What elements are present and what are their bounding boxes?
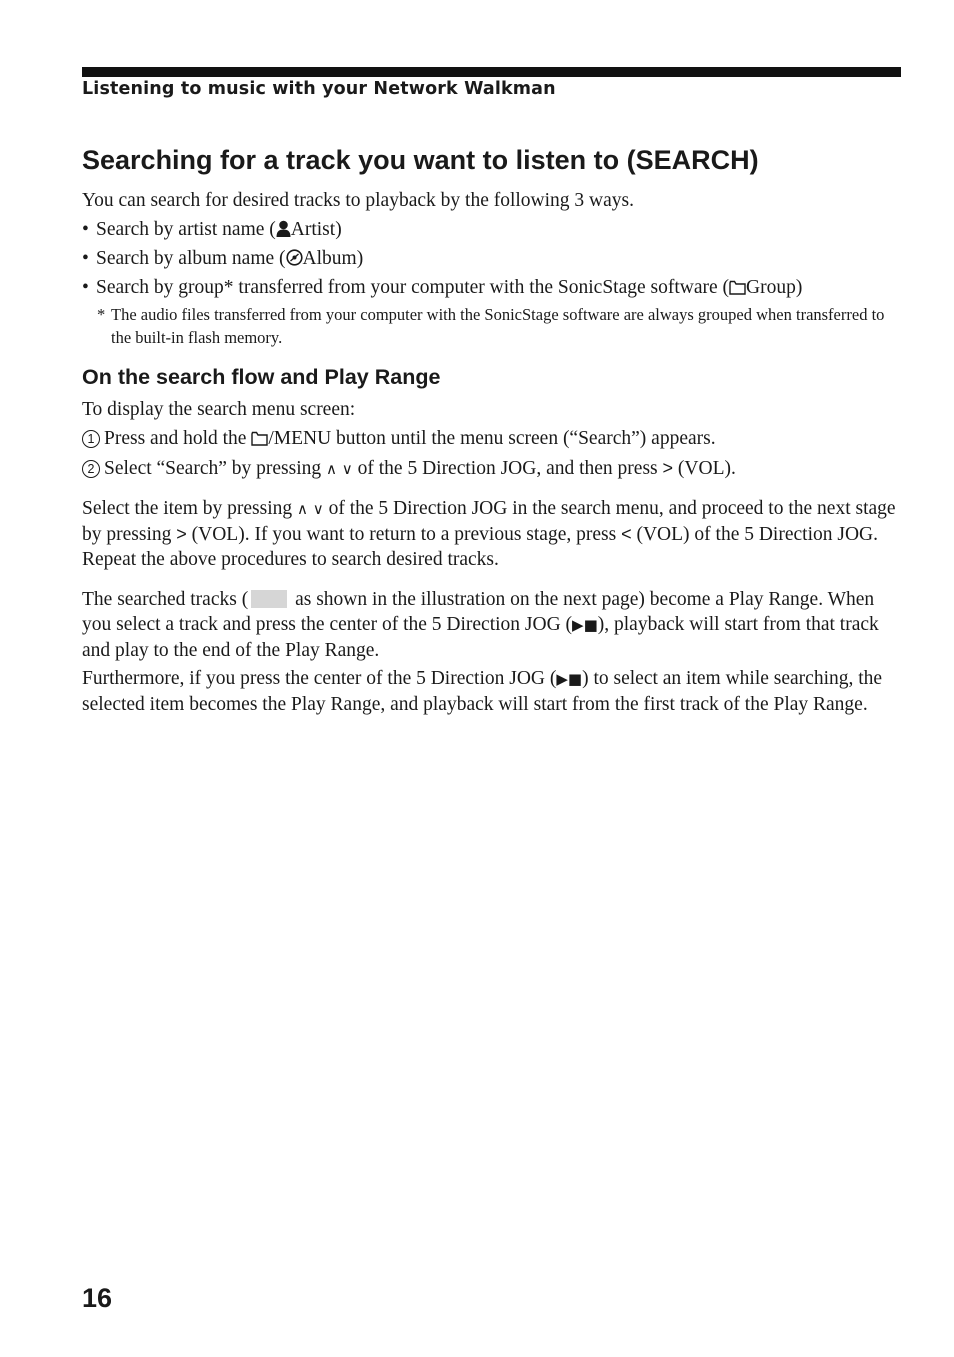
play-stop-icon: ▶■ bbox=[556, 670, 583, 688]
search-methods-list bbox=[82, 217, 802, 304]
steps-list bbox=[82, 426, 736, 484]
left-arrow-icon: < bbox=[621, 524, 632, 544]
play-range-swatch bbox=[251, 590, 287, 608]
section-heading: On the search flow and Play Range bbox=[82, 365, 441, 389]
person-icon bbox=[276, 220, 291, 237]
right-arrow-icon: > bbox=[176, 524, 187, 544]
header-rule bbox=[82, 67, 901, 77]
page-title: Searching for a track you want to listen to (SEARCH) bbox=[82, 145, 759, 175]
step-number: 2 bbox=[82, 460, 100, 478]
play-stop-icon: ▶■ bbox=[572, 616, 598, 634]
bullet-icon: • bbox=[82, 277, 89, 298]
footnote bbox=[97, 303, 887, 349]
running-head: Listening to music with your Network Walkman bbox=[82, 79, 556, 99]
paragraph-navigation: Select the item by pressing ∧ ∨ of the 5 Direction JOG in the search menu, and proceed to the next stage by pressing > (VOL). If you want to return to a previous stage, press < (VOL) of the 5 Direction JOG. Repeat the above procedures to search desired tracks. bbox=[82, 498, 896, 570]
folder-icon bbox=[729, 280, 746, 295]
bullet-icon: • bbox=[82, 248, 89, 269]
folder-icon bbox=[251, 431, 268, 446]
paragraph-select-item: Furthermore, if you press the center of the 5 Direction JOG (▶■) to select an item while searching, the selected item becomes the Play Range, and playback will start from the first track of the Play Range. bbox=[82, 668, 883, 715]
step-item: 2 Select “Search” by pressing ∧ ∨ of the 5 Direction JOG, and then press > (VOL). bbox=[82, 455, 736, 484]
footnote-text: The audio files transferred from your computer with the SonicStage software are always grouped when transferred to the built-in flash memory. bbox=[111, 305, 885, 347]
list-item: • Search by album name ( Album) bbox=[82, 246, 802, 275]
bullet-icon: • bbox=[82, 219, 89, 240]
display-intro-text: To display the search menu screen: bbox=[82, 399, 356, 420]
page-number: 16 bbox=[82, 1283, 113, 1313]
up-down-arrows-icon: ∧ ∨ bbox=[297, 500, 324, 518]
step-number: 1 bbox=[82, 430, 100, 448]
footnote-mark: * bbox=[97, 305, 106, 324]
list-item: • Search by artist name ( Artist) bbox=[82, 217, 802, 246]
right-arrow-icon: > bbox=[662, 458, 674, 478]
paragraph-play-range: The searched tracks ( as shown in the illustration on the next page) become a Play Range. When you select a track and press the center of the 5 Direction JOG (▶■), playback will start from that track and play to the end of the Play Range. bbox=[82, 589, 879, 661]
intro-text: You can search for desired tracks to playback by the following 3 ways. bbox=[82, 190, 634, 211]
list-item: • Search by group* transferred from your computer with the SonicStage software ( Group) bbox=[82, 275, 802, 304]
step-item: 1 Press and hold the /MENU button until the menu screen (“Search”) appears. bbox=[82, 426, 736, 455]
up-down-arrows-icon: ∧ ∨ bbox=[326, 460, 353, 478]
disc-icon bbox=[286, 249, 303, 266]
